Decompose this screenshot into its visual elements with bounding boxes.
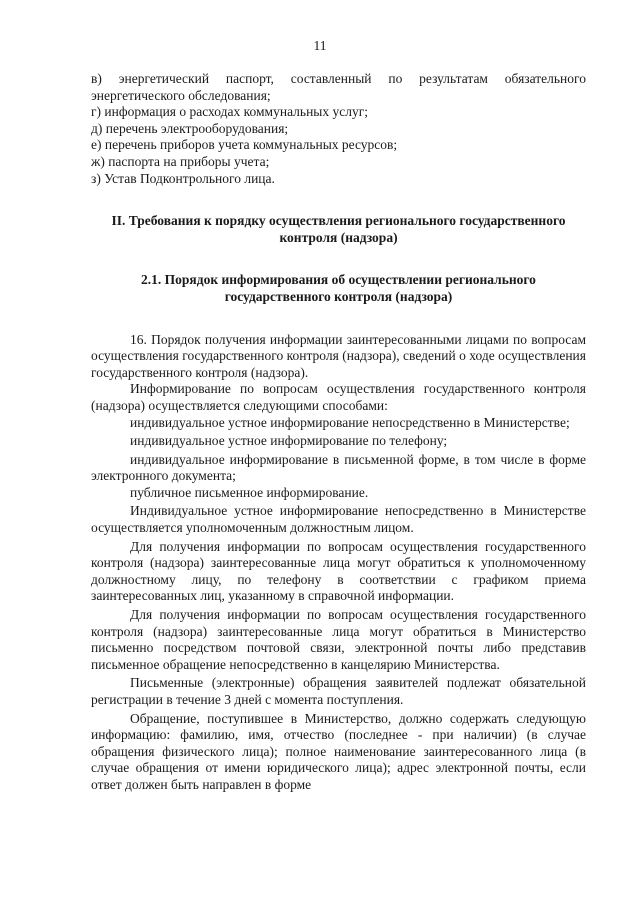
paragraph: Индивидуальное устное информирование непосредственно в Министерстве осуществляется уполномоченным должностным лицом. xyxy=(91,503,586,536)
section-heading: II. Требования к порядку осуществления регионального государственного контроля (надзора) xyxy=(111,213,566,245)
subsection-heading: 2.1. Порядок информирования об осуществлении регионального государственного контроля (надзора) xyxy=(141,272,536,304)
document-body xyxy=(91,71,586,794)
page-number: 11 xyxy=(313,38,327,53)
paragraph: Письменные (электронные) обращения заявителей подлежат обязательной регистрации в течение 3 дней с момента поступления. xyxy=(91,675,586,707)
list-item: ж) паспорта на приборы учета; xyxy=(91,153,270,169)
paragraph: публичное письменное информирование. xyxy=(130,484,369,500)
paragraph: 16. Порядок получения информации заинтересованными лицами по вопросам осуществления государственного контроля (надзора), сведений о ходе осуществления государственного контроля (надзора). xyxy=(91,331,586,380)
paragraph: индивидуальное информирование в письменной форме, в том числе в форме электронного документа; xyxy=(91,451,586,484)
list-item: д) перечень электрооборудования; xyxy=(91,120,289,136)
paragraph: Для получения информации по вопросам осуществления государственного контроля (надзора) заинтересованные лица могут обратиться к уполномоченному должностному лицу, по телефону в соответствии с графиком приема заинтересованных лиц, указанному в справочной информации. xyxy=(91,538,586,604)
list-item: г) информация о расходах коммунальных услуг; xyxy=(91,104,369,120)
list-item: з) Устав Подконтрольного лица. xyxy=(91,170,275,186)
paragraph: индивидуальное устное информирование непосредственно в Министерстве; xyxy=(130,414,570,430)
paragraph: Обращение, поступившее в Министерство, должно содержать следующую информацию: фамилию, имя, отчество (последнее - при наличии) (в случае обращения физического лица); полное наименование заинтересованного лица (в случае обращения от имени юридического лица); адрес электронной почты, если ответ должен быть направлен в форме xyxy=(91,710,586,792)
paragraph: индивидуальное устное информирование по телефону; xyxy=(130,433,448,449)
list-item: е) перечень приборов учета коммунальных ресурсов; xyxy=(91,137,398,153)
paragraph: Для получения информации по вопросам осуществления государственного контроля (надзора) заинтересованные лица могут обратиться в Министерство письменно посредством почтовой связи, электронной почты либо представив письменное обращение непосредственно в канцелярию Министерства. xyxy=(91,607,586,672)
paragraph: Информирование по вопросам осуществления государственного контроля (надзора) осуществляется следующими способами: xyxy=(91,381,586,413)
list-item: в) энергетический паспорт, составленный по результатам обязательного энергетического обследования; xyxy=(91,71,586,103)
